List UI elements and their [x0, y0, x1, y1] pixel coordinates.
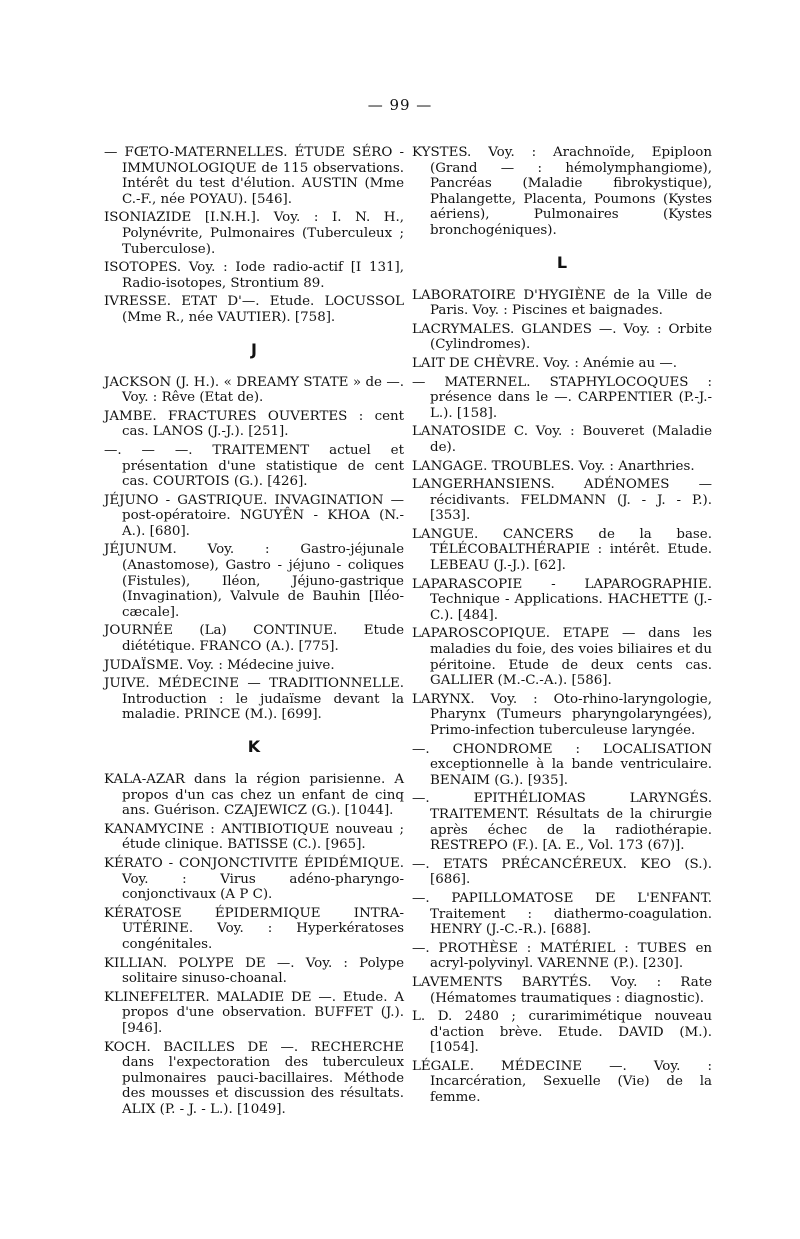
- index-entry: — FŒTO-MATERNELLES. ÉTUDE SÉRO - IMMUNOLOGIQUE de 115 observations. Intérêt du test d'élution. AUSTIN (Mme C.-F., née POYAU). [546].: [104, 145, 404, 207]
- index-entry: LANATOSIDE C. Voy. : Bouveret (Maladie de).: [412, 424, 712, 455]
- index-entry: —. PAPILLOMATOSE DE L'ENFANT. Traitement : diathermo-coagulation. HENRY (J.-C.-R.). [688].: [412, 890, 712, 938]
- right-column: [412, 145, 712, 1109]
- index-entry: JÉJUNO - GASTRIQUE. INVAGINATION — post-opératoire. NGUYÊN - KHOA (N.-A.). [680].: [104, 492, 404, 539]
- left-column: [104, 145, 404, 1120]
- index-entry: KILLIAN. POLYPE DE —. Voy. : Polype solitaire sinuso-choanal.: [104, 955, 404, 987]
- index-entry: — MATERNEL. STAPHYLOCOQUES : présence dans le —. CARPENTIER (P.-J.-L.). [158].: [412, 374, 712, 421]
- index-entry: IVRESSE. ETAT D'—. Etude. LOCUSSOL (Mme R., née VAUTIER). [758].: [104, 294, 404, 325]
- index-entry: LAPARASCOPIE - LAPAROGRAPHIE. Technique - Applications. HACHETTE (J.-C.). [484].: [412, 576, 712, 623]
- index-entry: LAVEMENTS BARYTÉS. Voy. : Rate (Hématomes traumatiques : diagnostic).: [412, 974, 712, 1006]
- index-entry: LANGUE. CANCERS de la base. TÉLÉCOBALTHÉRAPIE : intérêt. Etude. LEBEAU (J.-J.). [62].: [412, 526, 712, 574]
- index-entry: LÉGALE. MÉDECINE —. Voy. : Incarcération, Sexuelle (Vie) de la femme.: [412, 1058, 712, 1106]
- index-entry: —. ETATS PRÉCANCÉREUX. KEO (S.). [686].: [412, 856, 712, 888]
- index-entry: LARYNX. Voy. : Oto-rhino-laryngologie, Pharynx (Tumeurs pharyngolaryngées), Primo-infection tuberculeuse laryngée.: [412, 691, 712, 738]
- index-entry: ISOTOPES. Voy. : Iode radio-actif [I 131], Radio-isotopes, Strontium 89.: [104, 260, 404, 291]
- index-entry: KALA-AZAR dans la région parisienne. A propos d'un cas chez un enfant de cinq ans. Guérison. CZAJEWICZ (G.). [1044].: [104, 772, 404, 819]
- section-letter: J: [251, 339, 257, 359]
- index-entry: LACRYMALES. GLANDES —. Voy. : Orbite (Cylindromes).: [412, 321, 712, 353]
- index-entry: JUIVE. MÉDECINE — TRADITIONNELLE. Introduction : le judaïsme devant la maladie. PRINCE (M.). [699].: [104, 676, 404, 723]
- index-entry: —. PROTHÈSE : MATÉRIEL : TUBES en acryl-polyvinyl. VARENNE (P.). [230].: [412, 940, 712, 972]
- index-entry: JACKSON (J. H.). « DREAMY STATE » de —. Voy. : Rêve (Etat de).: [104, 374, 404, 406]
- index-entry: ISONIAZIDE [I.N.H.]. Voy. : I. N. H., Polynévrite, Pulmonaires (Tuberculeux ; Tuberculose).: [104, 210, 404, 257]
- index-entry: KOCH. BACILLES DE —. RECHERCHE dans l'expectoration des tuberculeux pulmonaires pauci-bacillaires. Méthode des mousses et discussion des résultats. ALIX (P. - J. - L.). [1049].: [104, 1039, 404, 1117]
- index-entry: —. EPITHÉLIOMAS LARYNGÉS. TRAITEMENT. Résultats de la chirurgie après échec de la radiothérapie. RESTREPO (F.). [A. E., Vol. 173 (67)].: [412, 791, 712, 854]
- index-entry: KÉRATOSE ÉPIDERMIQUE INTRA-UTÉRINE. Voy. : Hyperkératoses congénitales.: [104, 905, 404, 952]
- index-entry: KYSTES. Voy. : Arachnoïde, Epiploon (Grand — : hémolymphangiome), Pancréas (Maladie fibrokystique), Phalangette, Placenta, Poumons (Kystes aériens), Pulmonaires (Kystes bronchogéniques).: [412, 145, 712, 238]
- index-entry: KLINEFELTER. MALADIE DE —. Etude. A propos d'une observation. BUFFET (J.). [946].: [104, 989, 404, 1036]
- index-entry: LANGERHANSIENS. ADÉNOMES — récidivants. FELDMANN (J. - J. - P.). [353].: [412, 477, 712, 524]
- index-entry: LAIT DE CHÈVRE. Voy. : Anémie au —.: [412, 355, 678, 371]
- index-entry: JUDAÏSME. Voy. : Médecine juive.: [104, 657, 335, 673]
- index-entry: JOURNÉE (La) CONTINUE. Etude diététique. FRANCO (A.). [775].: [104, 623, 404, 655]
- index-entry: —. CHONDROME : LOCALISATION exceptionnelle à la bande ventriculaire. BENAIM (G.). [935].: [412, 741, 712, 788]
- index-entry: JAMBE. FRACTURES OUVERTES : cent cas. LANOS (J.-J.). [251].: [104, 408, 404, 440]
- section-letter: K: [247, 737, 261, 756]
- index-entry: —. — —. TRAITEMENT actuel et présentation d'une statistique de cent cas. COURTOIS (G.). [426].: [104, 442, 404, 490]
- page-number: — 99 —: [367, 96, 433, 114]
- index-entry: LABORATOIRE D'HYGIÈNE de la Ville de Paris. Voy. : Piscines et baignades.: [412, 287, 712, 319]
- section-letter: L: [556, 252, 568, 272]
- index-entry: KANAMYCINE : ANTIBIOTIQUE nouveau ; étude clinique. BATISSE (C.). [965].: [104, 821, 404, 853]
- index-entry: LANGAGE. TROUBLES. Voy. : Anarthries.: [412, 458, 695, 474]
- index-entry: KÉRATO - CONJONCTIVITE ÉPIDÉMIQUE. Voy. : Virus adéno-pharyngo-conjonctivaux (A P C).: [104, 855, 404, 903]
- index-entry: L. D. 2480 ; curarimimétique nouveau d'action brève. Etude. DAVID (M.). [1054].: [412, 1009, 712, 1056]
- index-entry: LAPAROSCOPIQUE. ETAPE — dans les maladies du foie, des voies biliaires et du péritoine. Etude de deux cents cas. GALLIER (M.-C.-A.). [586].: [412, 626, 712, 689]
- index-entry: JÉJUNUM. Voy. : Gastro-jéjunale (Anastomose), Gastro - jéjuno - coliques (Fistules), Iléon, Jéjuno-gastrique (Invagination), Valvule de Bauhin [Iléo-cæcale].: [104, 542, 404, 620]
